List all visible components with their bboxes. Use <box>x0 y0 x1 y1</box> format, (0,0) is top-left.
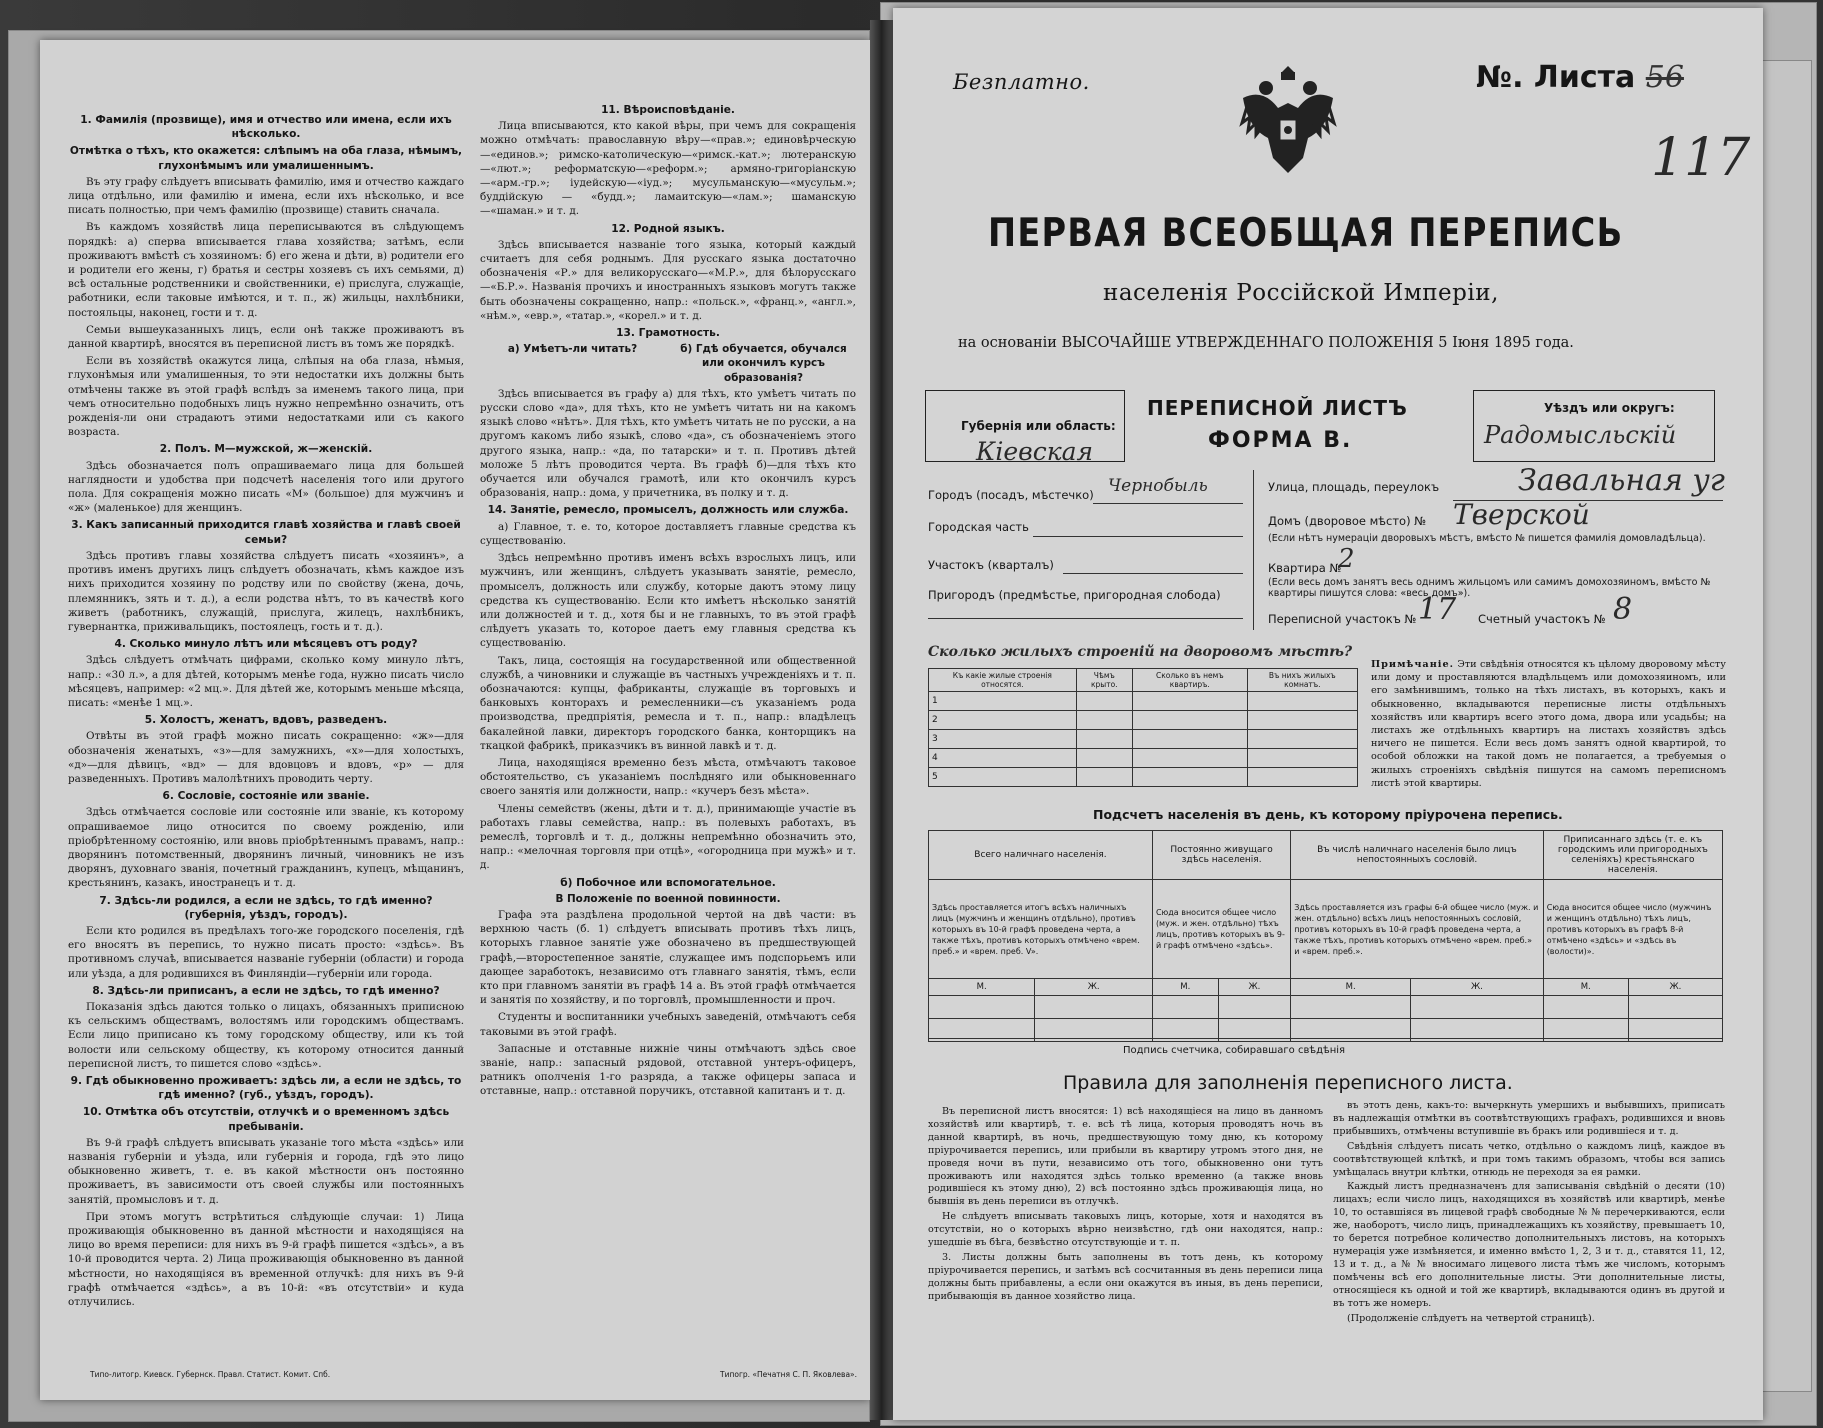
census-basis: на основаніи ВЫСОЧАЙШЕ УТВЕРЖДЕННАГО ПОЛОЖЕНІЯ 5 Іюня 1895 года. <box>958 335 1574 351</box>
instructions-column-2 <box>480 100 856 1360</box>
table-cell <box>1247 768 1357 787</box>
table-cell <box>1076 749 1132 768</box>
table-note-cell: Здѣсь проставляется изъ графы 6-й общее число (муж. и жен. отдѣльно) всѣхъ лицъ непостоянныхъ сословій, противъ которыхъ въ 10-й графѣ проведена черта, а также тѣхъ, противъ которыхъ отмѣчено «врем. преб.» и «врем. преб.». <box>1291 880 1543 979</box>
table-header-cell: Постоянно живущаго здѣсь населенія. <box>1152 831 1290 880</box>
signature-label: Подпись счетчика, собиравшаго свѣдѣнія <box>1123 1045 1346 1056</box>
section-heading: 2. Полъ. М—мужской, ж—женскій. <box>159 443 373 456</box>
sex-column-header: М. <box>1152 979 1218 996</box>
section-heading: Отмѣтка о тѣхъ, кто окажется: слѣпымъ на оба глаза, нѣмымъ, глухонѣмымъ или умалишеннымъ. <box>69 145 463 172</box>
split-heading-part: б) Гдѣ обучается, обучался или окончилъ курсъ образованія? <box>680 343 847 384</box>
instruction-paragraph: Въ эту графу слѣдуетъ вписывать фамилію, имя и отчество каждаго лица отдѣльно, или фамилію и имена, если ихъ нѣсколько, и все писать полностью, при чемъ фамилію (прозвище) ставить сначала. <box>68 175 464 217</box>
instruction-paragraph: Графа эта раздѣлена продольной чертой на двѣ части: въ верхнюю часть (б. 1) слѣдуетъ вписывать противъ тѣхъ лицъ, которыхъ главное занятіе уже обозначено въ предшествующей графѣ,—второстепенное занятіе, служащее имъ подспорьемъ или дающее заработокъ, независимо отъ главнаго занятія, тѣмъ, если кто при главномъ занятіи въ графѣ 14 а. Въ этой графѣ отмѣчается и занятія по хозяйству, и по торговлѣ, промышленности и проч. <box>480 908 856 1007</box>
table-row <box>929 730 1358 749</box>
city-part-label: Городская часть <box>928 520 1029 534</box>
remark-text: Эти свѣдѣнія относятся къ цѣлому дворовому мѣсту или дому и проставляются владѣльцемъ или домохозяиномъ, или его замѣнившимъ, только на тѣхъ листахъ, въ которыхъ, какъ и обыкновенно, вкладываются переписные листы отдѣльныхъ хозяйствъ или квартиръ всего этого дома, двора или усадьбы; на листахъ же отдѣльныхъ квартиръ на листахъ хозяйствъ здѣсь ничего не пишется. Если весь домъ занятъ одной квартирой, то особой обложки на такой домъ не полагается, а требуемыя о жилыхъ строеніяхъ свѣдѣнія пишутся на самомъ переписномъ листѣ этой квартиры. <box>1371 659 1726 789</box>
instruction-paragraph: Если въ хозяйствѣ окажутся лица, слѣпыя на оба глаза, нѣмыя, глухонѣмыя или умалишенныя, то эти недостатки ихъ должны быть отмѣчены также въ этой графѣ вслѣдъ за именемъ такого лица, при чемъ относительно подобныхъ лицъ нужно непремѣнно означить, отъ рожденія-ли они страдаютъ этими недостатками или съ какого возраста. <box>68 355 464 439</box>
split-heading-part: а) Умѣетъ-ли читать? <box>507 343 638 356</box>
sex-column-header: Ж. <box>1628 979 1722 996</box>
table-cell: 1 <box>929 692 1077 711</box>
census-subtitle: населенія Россійской Имперіи, <box>1103 280 1499 306</box>
rule-paragraph: Въ переписной листъ вносятся: 1) всѣ находящіеся на лицо въ данномъ хозяйствѣ или квартирѣ, т. е. всѣ тѣ лица, которыя проводятъ ночь въ данной квартирѣ, въ ночь, предшествующую тому дню, къ которому пріурочивается перепись, или прибыли въ квартиру утромъ этого дня, не проведя ночи въ пути, независимо отъ того, обыкновенно они тутъ проживаютъ или находятся здѣсь только временно (а также вновь родившіеся къ этому дню), 2) всѣ постоянно здѣсь проживающія лица, но бывшія въ день переписи въ отлучкѣ. <box>928 1106 1323 1208</box>
instruction-paragraph: Отвѣты въ этой графѣ можно писать сокращенно: «ж»—для обозначенія женатыхъ, «з»—для замужнихъ, «х»—для холостыхъ, «д»—для дѣвицъ, «вд» — для вдовцовъ и вдовъ, «р» — для разведенныхъ. Противъ малолѣтнихъ проводить черту. <box>68 730 464 785</box>
table-note-cell: Сюда вносится общее число (мужчинъ и женщинъ отдѣльно) тѣхъ лицъ, противъ которыхъ въ графѣ 8-й отмѣчено «здѣсь» и «здѣсь въ (волости)». <box>1543 880 1722 979</box>
instruction-paragraph: Здѣсь обозначается полъ опрашиваемаго лица для большей наглядности и удобства при подсчетѣ населенія того или другого пола. Для сокращенія можно писать «М» (большое) для мужчинъ и «ж» (маленькое) для женщинъ. <box>68 459 464 515</box>
table-row <box>929 692 1358 711</box>
left-page-instructions <box>40 40 870 1400</box>
instruction-paragraph: Здѣсь противъ главы хозяйства слѣдуетъ писать «хозяинъ», а противъ именъ другихъ лицъ слѣдуетъ обозначать, кѣмъ каждое изъ нихъ приходится хозяину по родству или по свойству (жена, дочь, племянникъ, зять и т. д.), а если родства нѣтъ, то въ качествѣ кого живетъ (работникъ, служащій, прислуга, жилецъ, нахлѣбникъ, гувернантка, приживальщикъ, постоялецъ, гость и т. д.). <box>68 549 464 633</box>
printer-imprint-left: Типо-литогр. Киевск. Губернск. Правл. Статист. Комит. Спб. <box>90 1370 331 1379</box>
instruction-paragraph: Показанія здѣсь даются только о лицахъ, обязанныхъ приписною къ сельскимъ обществамъ, волостямъ или городскимъ обществамъ. Если лицо приписано къ тому городскому обществу, или къ той волости или сельскому обществу, къ которому относится данный переписной листъ, то пишется слово «здѣсь». <box>68 1000 464 1070</box>
table-cell <box>1132 711 1247 730</box>
section-heading: 13. Грамотность. <box>616 327 720 340</box>
uezd-label: Уѣздъ или округъ: <box>1544 401 1675 415</box>
table-header-cell: Въ нихъ жилыхъ комнатъ. <box>1247 669 1357 692</box>
sex-column-header: Ж. <box>1411 979 1544 996</box>
table-header-cell: Всего наличнаго населенія. <box>929 831 1153 880</box>
table-cell <box>929 996 1035 1019</box>
instruction-paragraph: Такъ, лица, состоящія на государственной или общественной службѣ, а чиновники и служащіе въ частныхъ учрежденіяхъ и т. п. обозначаются: купцы, фабриканты, служащіе въ торговыхъ и банковыхъ конторахъ и ремесленники—съ указаніемъ рода производства, предпріятія, ремесла и т. п., напр.: владѣлецъ бакалейной лавки, директоръ городского банка, конторщикъ на ткацкой фабрикѣ, приказчикъ въ винной лавкѣ и т. д. <box>480 654 856 752</box>
sheet-number <box>1476 60 1684 95</box>
rule-paragraph: Каждый листъ предназначенъ для записыванія свѣдѣній о десяти (10) лицахъ; если число лицъ, находящихся въ хозяйствѣ или квартирѣ, менѣе 10, то оставшіяся въ лицевой графѣ свободные № № перечеркиваются, если же, наоборотъ, число лицъ, принадлежащихъ къ хозяйству, превышаетъ 10, то берется потребное количество дополнительныхъ листовъ, на которыхъ нумерація уже измѣняется, и именно вмѣсто 1, 2, 3 и т. д., ставятся 11, 12, 13 и т. д., а № № вносимаго лицевого листа тѣмъ же числомъ, которымъ помѣчены всѣ его дополнительные листы. Эти дополнительные листы, относящіеся къ одной и той же квартирѣ, вкладываются одинъ въ другой и въ тотъ же номеръ. <box>1333 1181 1725 1309</box>
address-divider <box>1253 470 1254 630</box>
table-cell <box>1076 711 1132 730</box>
table-header-cell: Сколько въ немъ квартиръ. <box>1132 669 1247 692</box>
remark-label: Примѣчаніе. <box>1371 659 1455 670</box>
suburb-line <box>928 618 1243 619</box>
district-line <box>1063 573 1243 574</box>
buildings-heading: Сколько жилыхъ строеній на дворовомъ мѣстѣ? <box>928 644 1353 660</box>
city-value: Чернобыль <box>1108 476 1208 496</box>
buildings-table <box>928 668 1358 787</box>
suburb-label: Пригородъ (предмѣстье, пригородная слобода) <box>928 588 1221 602</box>
sheet-number-value: 56 <box>1645 60 1684 95</box>
house-note: (Если нѣтъ нумераціи дворовыхъ мѣстъ, вмѣсто № пишется фамилія домовладѣльца). <box>1268 533 1706 544</box>
sex-column-header: Ж. <box>1035 979 1153 996</box>
gubernia-value: Кіевская <box>976 437 1094 466</box>
book-gutter <box>870 20 893 1420</box>
street-label: Улица, площадь, переулокъ <box>1268 480 1440 494</box>
flat-value: 2 <box>1338 544 1355 574</box>
section-heading: 9. Гдѣ обыкновенно проживаетъ: здѣсь ли, а если не здѣсь, то гдѣ именно? (губ., уѣздъ, городъ). <box>70 1075 462 1102</box>
rule-paragraph: (Продолженіе слѣдуетъ на четвертой страницѣ). <box>1347 1312 1595 1324</box>
table-header-cell: Въ числѣ наличнаго населенія было лицъ непостоянныхъ сословій. <box>1291 831 1543 880</box>
table-row <box>929 711 1358 730</box>
instruction-paragraph: а) Главное, т. е. то, которое доставляетъ главные средства къ существованію. <box>480 520 856 547</box>
table-cell <box>1247 730 1357 749</box>
section-heading: 14. Занятіе, ремесло, промыселъ, должность или служба. <box>487 504 849 517</box>
city-part-line <box>1033 536 1243 537</box>
table-cell: 5 <box>929 768 1077 787</box>
table-cell <box>1218 996 1291 1019</box>
section-heading: 1. Фамилія (прозвище), имя и отчество или имена, если ихъ нѣсколько. <box>80 114 452 141</box>
table-cell <box>1132 749 1247 768</box>
district-label: Участокъ (кварталъ) <box>928 558 1054 572</box>
sex-column-header: М. <box>1291 979 1411 996</box>
sheet-title: ПЕРЕПИСНОЙ ЛИСТЪ <box>1147 396 1408 420</box>
section-heading: б) Побочное или вспомогательное. <box>560 876 776 889</box>
table-cell <box>1132 692 1247 711</box>
instruction-paragraph: Здѣсь вписывается въ графу а) для тѣхъ, кто умѣетъ читать по русски слово «да», для тѣхъ, кто не умѣетъ читать ни на какомъ языкѣ слово «нѣтъ». Для тѣхъ, кто умѣетъ читать не по русски, а на другомъ какомъ либо языкѣ, слово «да», съ обозначеніемъ этого другого языка, напр.: «да, по татарски» и т. п. Противъ дѣтей моложе 5 лѣтъ проводится черта. Въ графѣ б)—для тѣхъ кто обучается или обучался грамотѣ, или кто окончилъ курсъ образованія, напр.: дома, у причетника, въ полку и т. д. <box>480 387 856 500</box>
table-cell <box>1411 996 1544 1019</box>
table-note-cell: Здѣсь проставляется итогъ всѣхъ наличныхъ лицъ (мужчинъ и женщинъ отдѣльно), противъ которыхъ въ 10-й графѣ проведена черта, а также тѣхъ, противъ которыхъ отмѣчено «врем. преб.» и «врем. преб. V». <box>929 880 1153 979</box>
table-note-cell: Сюда вносится общее число (муж. и жен. отдѣльно) тѣхъ лицъ, противъ которыхъ въ 9-й графѣ отмѣчено «здѣсь». <box>1152 880 1290 979</box>
rule-paragraph: въ этотъ день, какъ-то: вычеркнуть умершихъ и выбывшихъ, приписать въ надлежащія отмѣтки въ соотвѣтствующихъ графахъ, родившихся и вновь прибывшихъ, отмѣчены вступившіе въ бракъ или родившіеся и т. д. <box>1333 1100 1725 1137</box>
table-cell <box>1247 749 1357 768</box>
census-title: ПЕРВАЯ ВСЕОБЩАЯ ПЕРЕПИСЬ <box>988 211 1624 256</box>
street-value: Завальная уг <box>1518 463 1725 498</box>
section-heading: 7. Здѣсь-ли родился, а если не здѣсь, то гдѣ именно? (губернія, уѣздъ, городъ). <box>99 894 433 921</box>
rules-column-left <box>928 1106 1323 1386</box>
table-cell <box>1543 996 1628 1019</box>
table-header-cell: Чѣмъ крыто. <box>1076 669 1132 692</box>
table-header-cell: Приписаннаго здѣсь (т. е. къ городскимъ или пригородныхъ селеніяхъ) крестьянскаго населенія. <box>1543 831 1722 880</box>
flat-note: (Если весь домъ занятъ весь однимъ жильцомъ или самимъ домохозяиномъ, вмѣсто № квартиры пишутся слова: «весь домъ»). <box>1268 577 1711 599</box>
table-row <box>929 880 1723 979</box>
table-cell <box>1132 768 1247 787</box>
table-row <box>929 996 1723 1019</box>
instruction-paragraph: Семьи вышеуказанныхъ лицъ, если онѣ также проживаютъ въ данной квартирѣ, вносятся въ переписной листъ въ томъ же порядкѣ. <box>68 323 464 351</box>
sheet-number-label: №. Листа <box>1476 60 1636 95</box>
table-header-cell: Къ какіе жилые строенія относятся. <box>929 669 1077 692</box>
instructions-column-1 <box>68 110 464 1360</box>
section-heading: 3. Какъ записанный приходится главѣ хозяйства и главѣ своей семьи? <box>71 519 461 546</box>
count-heading: Подсчетъ населенія въ день, къ которому пріурочена перепись. <box>1093 807 1563 822</box>
uezd-value: Радомысльскій <box>1484 421 1677 449</box>
instruction-paragraph: При этомъ могутъ встрѣтиться слѣдующіе случаи: 1) Лица проживающія обыкновенно въ данной мѣстности и находящіяся на лицо во время переписи: для нихъ въ 9-й графѣ пишется «здѣсь», а въ 10-й проводится черта. 2) Лица проживающія обыкновенно въ данной мѣстности, но находящіяся въ временной отлучкѣ: для нихъ въ 9-й графѣ отмѣчается «здѣсь», а въ 10-й: «въ отсутствіи» и куда отлучились. <box>68 1210 464 1309</box>
split-heading <box>480 342 856 385</box>
form-designation: ФОРМА В. <box>1208 428 1353 453</box>
instruction-paragraph: Члены семействъ (жены, дѣти и т. д.), принимающіе участіе въ работахъ главы семейства, напр.: въ полевыхъ работахъ, въ ремеслѣ, торговлѣ и т. д., должны непремѣнно обозначить это, напр.: «мелочная торговля при отцѣ», «огородница при мужѣ» и т. д. <box>480 802 856 872</box>
table-cell <box>1628 996 1722 1019</box>
subsection-heading: B Положеніе по военной повинности. <box>555 892 781 905</box>
table-row <box>929 768 1358 787</box>
table-cell <box>1132 730 1247 749</box>
instruction-paragraph: Въ 9-й графѣ слѣдуетъ вписывать указаніе того мѣста «здѣсь» или названія губерніи и уѣзда, или губернія и города, гдѣ это лицо обыкновенно живетъ, т. е. въ какой мѣстности онъ постоянно проживаетъ, въ зависимости отъ своей службы или постоянныхъ занятій, промысловъ и т. д. <box>68 1136 464 1206</box>
table-cell <box>1247 711 1357 730</box>
instruction-paragraph: Если кто родился въ предѣлахъ того-же городского поселенія, гдѣ его вносятъ въ перепись, то нужно писать просто: «здѣсь». Въ противномъ случаѣ, вписывается названіе губерніи (области) и города или уѣзда, а для родившихся въ Финляндіи—губерніи или города. <box>68 924 464 980</box>
table-cell <box>1247 692 1357 711</box>
uezd-box <box>1473 390 1715 462</box>
rule-paragraph: 3. Листы должны быть заполнены въ тотъ день, къ которому пріурочивается перепись, и затѣмъ всѣ сосчитанныя въ день переписи лица должны быть прибавлены, а если они окажутся въ иныя, въ день переписи, прибывающія въ данное хозяйство лица. <box>928 1251 1323 1302</box>
table-cell <box>1076 692 1132 711</box>
count-district-label: Счетный участокъ № <box>1478 612 1606 626</box>
city-label: Городъ (посадъ, мѣстечко) <box>928 488 1094 502</box>
table-row <box>929 979 1723 996</box>
table-header-row <box>929 831 1723 880</box>
instruction-paragraph: Здѣсь непремѣнно противъ именъ всѣхъ взрослыхъ лицъ, или мужчинъ, или женщинъ, слѣдуетъ указывать занятіе, ремесло, промыселъ, должность или службу, которые даютъ этому лицу средства къ существованію. Если кто имѣетъ нѣсколько занятій или должностей и т. д., хотя бы и не главныхъ, то въ этой графѣ слѣдуетъ указать то, которое даетъ ему главныя средства къ существованію. <box>480 552 856 650</box>
double-headed-eagle-emblem <box>1233 58 1343 183</box>
table-cell: 4 <box>929 749 1077 768</box>
sex-column-header: Ж. <box>1218 979 1291 996</box>
rule-paragraph: Свѣдѣнія слѣдуетъ писать четко, отдѣльно о каждомъ лицѣ, каждое въ соотвѣтствующей клѣткѣ, и при томъ такимъ образомъ, чтобы вся запись умѣщалась внутри клѣтки, отнюдь не переходя за ея рамки. <box>1333 1140 1725 1178</box>
instruction-paragraph: Студенты и воспитанники учебныхъ заведеній, отмѣчаютъ себя таковыми въ этой графѣ. <box>480 1011 856 1038</box>
table-header-row <box>929 669 1358 692</box>
right-page-census-form <box>893 8 1763 1420</box>
census-district-value: 17 <box>1418 592 1457 627</box>
rule-paragraph: Не слѣдуетъ вписывать таковыхъ лицъ, которые, хотя и находятся въ отсутствіи, но о которыхъ вѣрно неизвѣстно, гдѣ они находятся, напр.: ушедшіе въ бѣга, безвѣстно отсутствующіе и т. п. <box>928 1211 1323 1249</box>
table-cell <box>1076 768 1132 787</box>
count-district-value: 8 <box>1613 592 1633 627</box>
section-heading: 10. Отмѣтка объ отсутствіи, отлучкѣ и о временномъ здѣсь пребываніи. <box>82 1106 450 1133</box>
instruction-paragraph: Въ каждомъ хозяйствѣ лица переписываются въ слѣдующемъ порядкѣ: а) сперва вписывается глава хозяйства; затѣмъ, если проживаютъ вмѣстѣ съ хозяиномъ: б) его жена и дѣти, в) родители его и родители его жены, г) братья и сестры хозяевъ съ ихъ семьями, д) всѣ остальные родственники и свойственники, е) прислуга, служащіе, работники, если таковые имѣются, и т. п., ж) жильцы, нахлѣбники, постояльцы, наконец, гости и т. д. <box>68 221 464 319</box>
remark-block <box>1371 658 1726 790</box>
sex-column-header: М. <box>1543 979 1628 996</box>
gubernia-box <box>925 390 1125 466</box>
archive-margin-number: 117 <box>1651 128 1751 188</box>
free-label: Безплатно. <box>953 70 1090 94</box>
city-line <box>1093 503 1243 504</box>
instruction-paragraph: Запасные и отставные нижніе чины отмѣчаютъ здѣсь свое званіе, напр.: запасный рядовой, отставной унтеръ-офицеръ, ратникъ ополченія 1-го разряда, а также офицеры запаса и отставные, напр.: отставной поручикъ, отставной капитанъ и т. д. <box>480 1042 856 1098</box>
census-district-label: Переписной участокъ № <box>1268 612 1417 626</box>
table-cell: 2 <box>929 711 1077 730</box>
table-cell <box>1035 996 1153 1019</box>
rules-column-right <box>1333 1100 1725 1390</box>
table-cell <box>1076 730 1132 749</box>
instruction-paragraph: Здѣсь слѣдуетъ отмѣчать цифрами, сколько кому минуло лѣтъ, напр.: «30 л.», а для дѣтей, которымъ менѣе года, нужно писать число мѣсяцевъ, например: «2 мц.». Для дѣтей же, которымъ меньше мѣсяца, писать: «менѣе 1 мц.». <box>68 654 464 709</box>
house-value: Тверской <box>1453 498 1590 531</box>
instruction-paragraph: Здѣсь отмѣчается сословіе или состояніе или званіе, къ которому опрашиваемое лицо относится по своему рожденію, или пріобрѣтенному состоянію, или вновь пріобрѣтеннымъ правамъ, напр.: дворянинъ потомственный, дворянинъ личный, чиновникъ не изъ дворянъ, духовнаго званія, почетный гражданинъ, купецъ, мѣщанинъ, крестьянинъ, казакъ, иностранецъ и т. д. <box>68 806 464 890</box>
section-heading: 5. Холостъ, женатъ, вдовъ, разведенъ. <box>144 714 388 727</box>
instruction-paragraph: Здѣсь вписывается названіе того языка, который каждый считаетъ для себя роднымъ. Для русскаго языка достаточно обозначенія «Р.» для великорусскаго—«М.Р.», для бѣлорусскаго—«Б.Р.». Названія прочихъ и иностранныхъ языковъ могутъ также быть обозначены сокращенно, напр.: «польск.», «франц.», «англ.», «нѣм.», «евр.», «татар.», «корел.» и т. д. <box>480 238 856 322</box>
flat-label: Квартира № <box>1268 561 1342 575</box>
section-heading: 6. Сословіе, состояніе или званіе. <box>162 790 370 803</box>
section-heading: 11. Вѣроисповѣданіе. <box>601 104 735 116</box>
section-heading: 12. Родной языкъ. <box>611 222 725 235</box>
gubernia-label: Губернія или область: <box>961 419 1116 433</box>
instruction-paragraph: Лица вписываются, кто какой вѣры, при чемъ для сокращенія можно отмѣчать: православную вѣру—«прав.»; единовѣрческую—«единов.»; римско-католическую—«римск.-кат.»; лютеранскую—«лют.»; реформатскую—«реформ.»; армяно-григоріанскую—«арм.-гр.»; іудейскую—«іуд.»; мусульманскую—«мусульм.»; буддійскую — «будд.»; ламаитскую—«лам.»; шаманскую—«шаман.» и т. д. <box>480 120 856 218</box>
signature-line <box>928 1038 1723 1039</box>
house-label: Домъ (дворовое мѣсто) № <box>1268 514 1427 528</box>
printer-imprint-right: Типогр. «Печатня С. П. Яковлева». <box>720 1370 858 1379</box>
sex-column-header: М. <box>929 979 1035 996</box>
rules-title: Правила для заполненія переписного листа. <box>1063 1072 1513 1094</box>
population-count-table <box>928 830 1723 1042</box>
section-heading: 8. Здѣсь-ли приписанъ, а если не здѣсь, то гдѣ именно? <box>92 984 440 997</box>
table-row <box>929 749 1358 768</box>
instruction-paragraph: Лица, находящіяся временно безъ мѣста, отмѣчаютъ таковое обстоятельство, съ указаніемъ послѣдняго или обыкновеннаго своего занятія или должности, напр.: «кучеръ безъ мѣста». <box>480 756 856 798</box>
table-cell <box>1152 996 1218 1019</box>
table-cell: 3 <box>929 730 1077 749</box>
section-heading: 4. Сколько минуло лѣтъ или мѣсяцевъ отъ роду? <box>114 638 418 651</box>
table-cell <box>1291 996 1411 1019</box>
